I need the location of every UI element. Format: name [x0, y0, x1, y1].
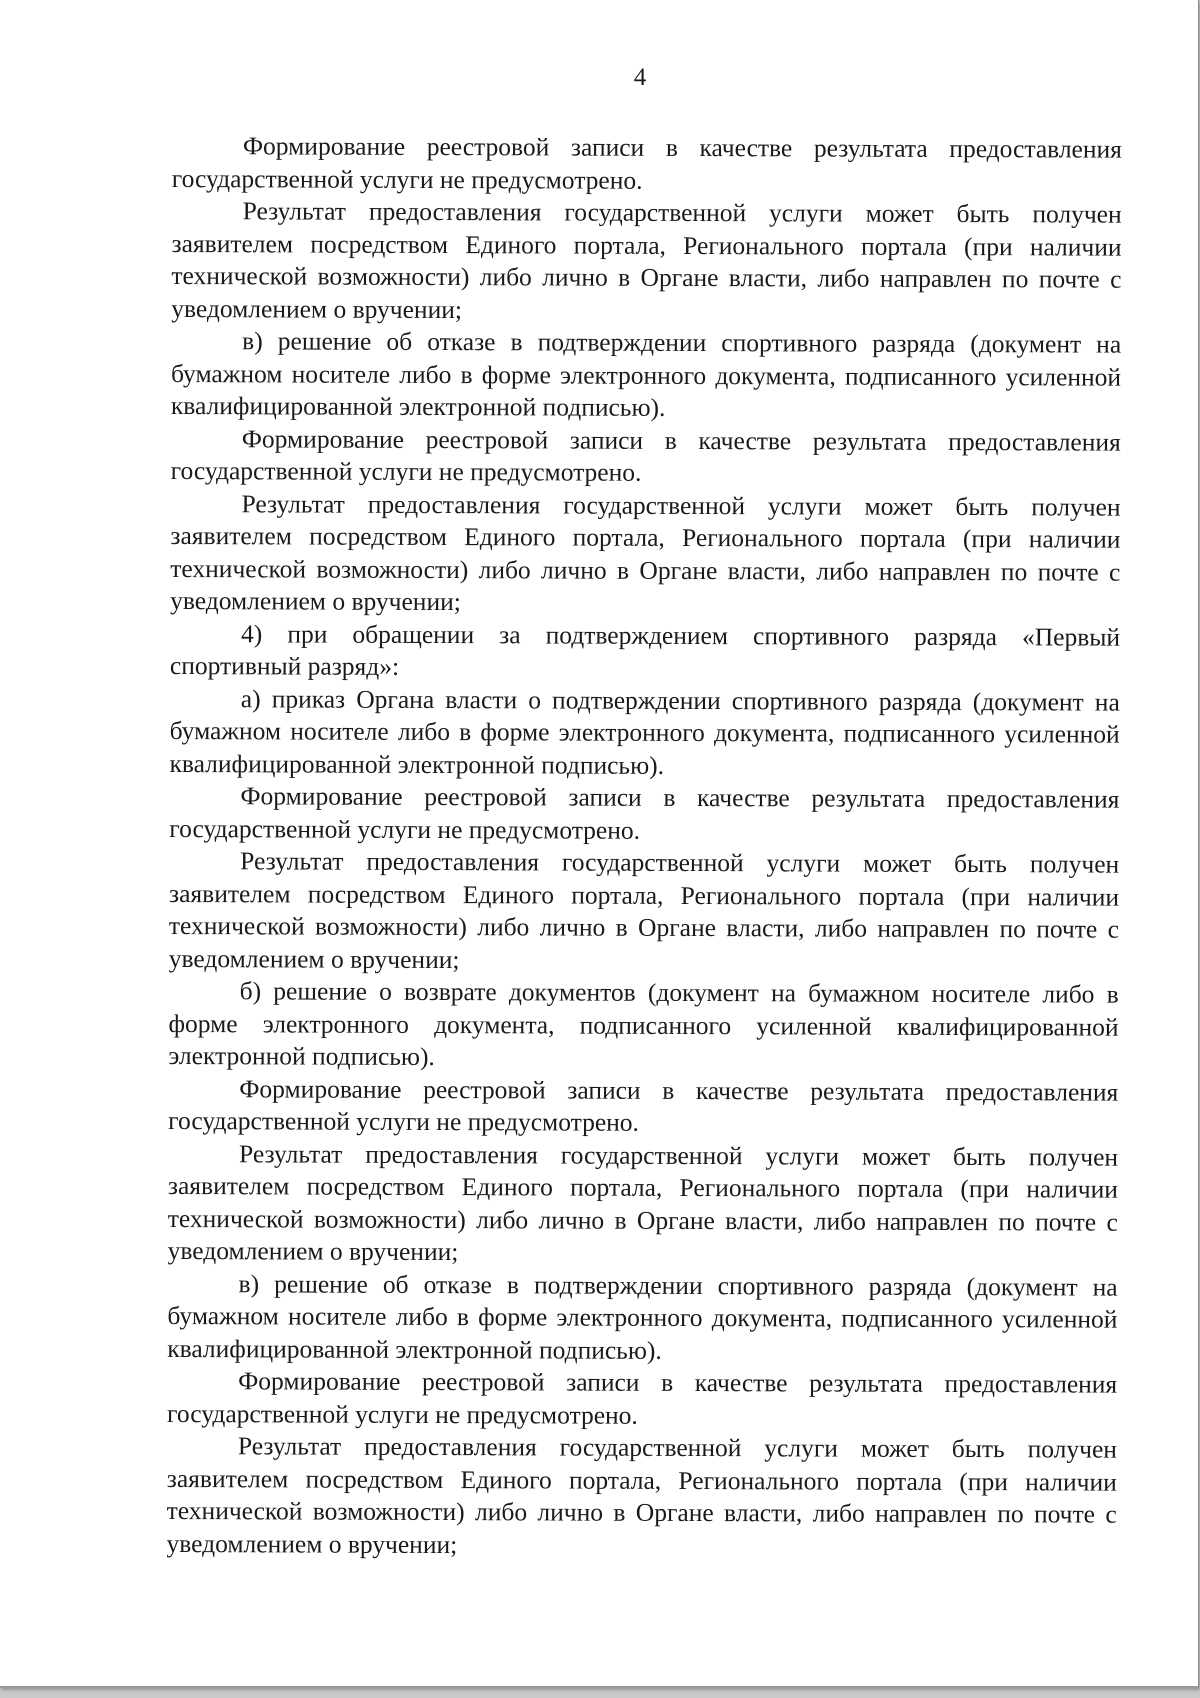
paragraph: Результат предоставления государственной услуги может быть получен заявителем посредством Единого портала, Регионального портала (при наличии технической возможности) либо лично в Органе власти, либо направлен по почте с уведомлением о вручении;	[166, 1431, 1117, 1559]
paragraph: в) решение об отказе в подтверждении спортивного разряда (документ на бумажном носителе либо в форме электронного документа, подписанного усиленной квалифицированной электронной подписью).	[170, 326, 1122, 422]
paragraph: Формирование реестровой записи в качестве результата предоставления государственной услуги не предусмотрено.	[167, 1366, 1118, 1430]
paragraph: Результат предоставления государственной услуги может быть получен заявителем посредством Единого портала, Регионального портала (при наличии технической возможности) либо лично в Органе власти, либо направлен по почте с уведомлением о вручении;	[167, 1138, 1119, 1267]
paragraph: Формирование реестровой записи в качестве результата предоставления государственной услуги не предусмотрено.	[169, 781, 1120, 845]
paragraph: а) приказ Органа власти о подтверждении спортивного разряда (документ на бумажном носителе либо в форме электронного документа, подписанного усиленной квалифицированной электронной подписью).	[169, 683, 1120, 780]
document-body	[167, 130, 1122, 1564]
paragraph: Результат предоставления государственной услуги может быть получен заявителем посредством Единого портала, Регионального портала (при наличии технической возможности) либо лично в Органе власти, либо направлен по почте с уведомлением о вручении;	[170, 488, 1121, 617]
paragraph: Формирование реестровой записи в качестве результата предоставления государственной услуги не предусмотрено.	[171, 131, 1122, 195]
paragraph: Формирование реестровой записи в качестве результата предоставления государственной услуги не предусмотрено.	[168, 1073, 1119, 1137]
paragraph: Результат предоставления государственной услуги может быть получен заявителем посредством Единого портала, Регионального портала (при наличии технической возможности) либо лично в Органе власти, либо направлен по почте с уведомлением о вручении;	[168, 846, 1120, 974]
paragraph: Формирование реестровой записи в качестве результата предоставления государственной услуги не предусмотрено.	[170, 423, 1121, 487]
paragraph: в) решение об отказе в подтверждении спортивного разряда (документ на бумажном носителе либо в форме электронного документа, подписанного усиленной квалифицированной электронной подписью).	[167, 1268, 1118, 1365]
page-number: 4	[633, 64, 647, 91]
paragraph: 4) при обращении за подтверждением спортивного разряда «Первый спортивный разряд»:	[169, 618, 1121, 681]
paragraph: Результат предоставления государственной услуги может быть получен заявителем посредством Единого портала, Регионального портала (при наличии технической возможности) либо лично в Органе власти, либо направлен по почте с уведомлением о вручении;	[171, 196, 1122, 324]
paragraph: б) решение о возврате документов (документ на бумажном носителе либо в форме электронного документа, подписанного усиленной квалифицированной электронной подписью).	[168, 976, 1119, 1072]
